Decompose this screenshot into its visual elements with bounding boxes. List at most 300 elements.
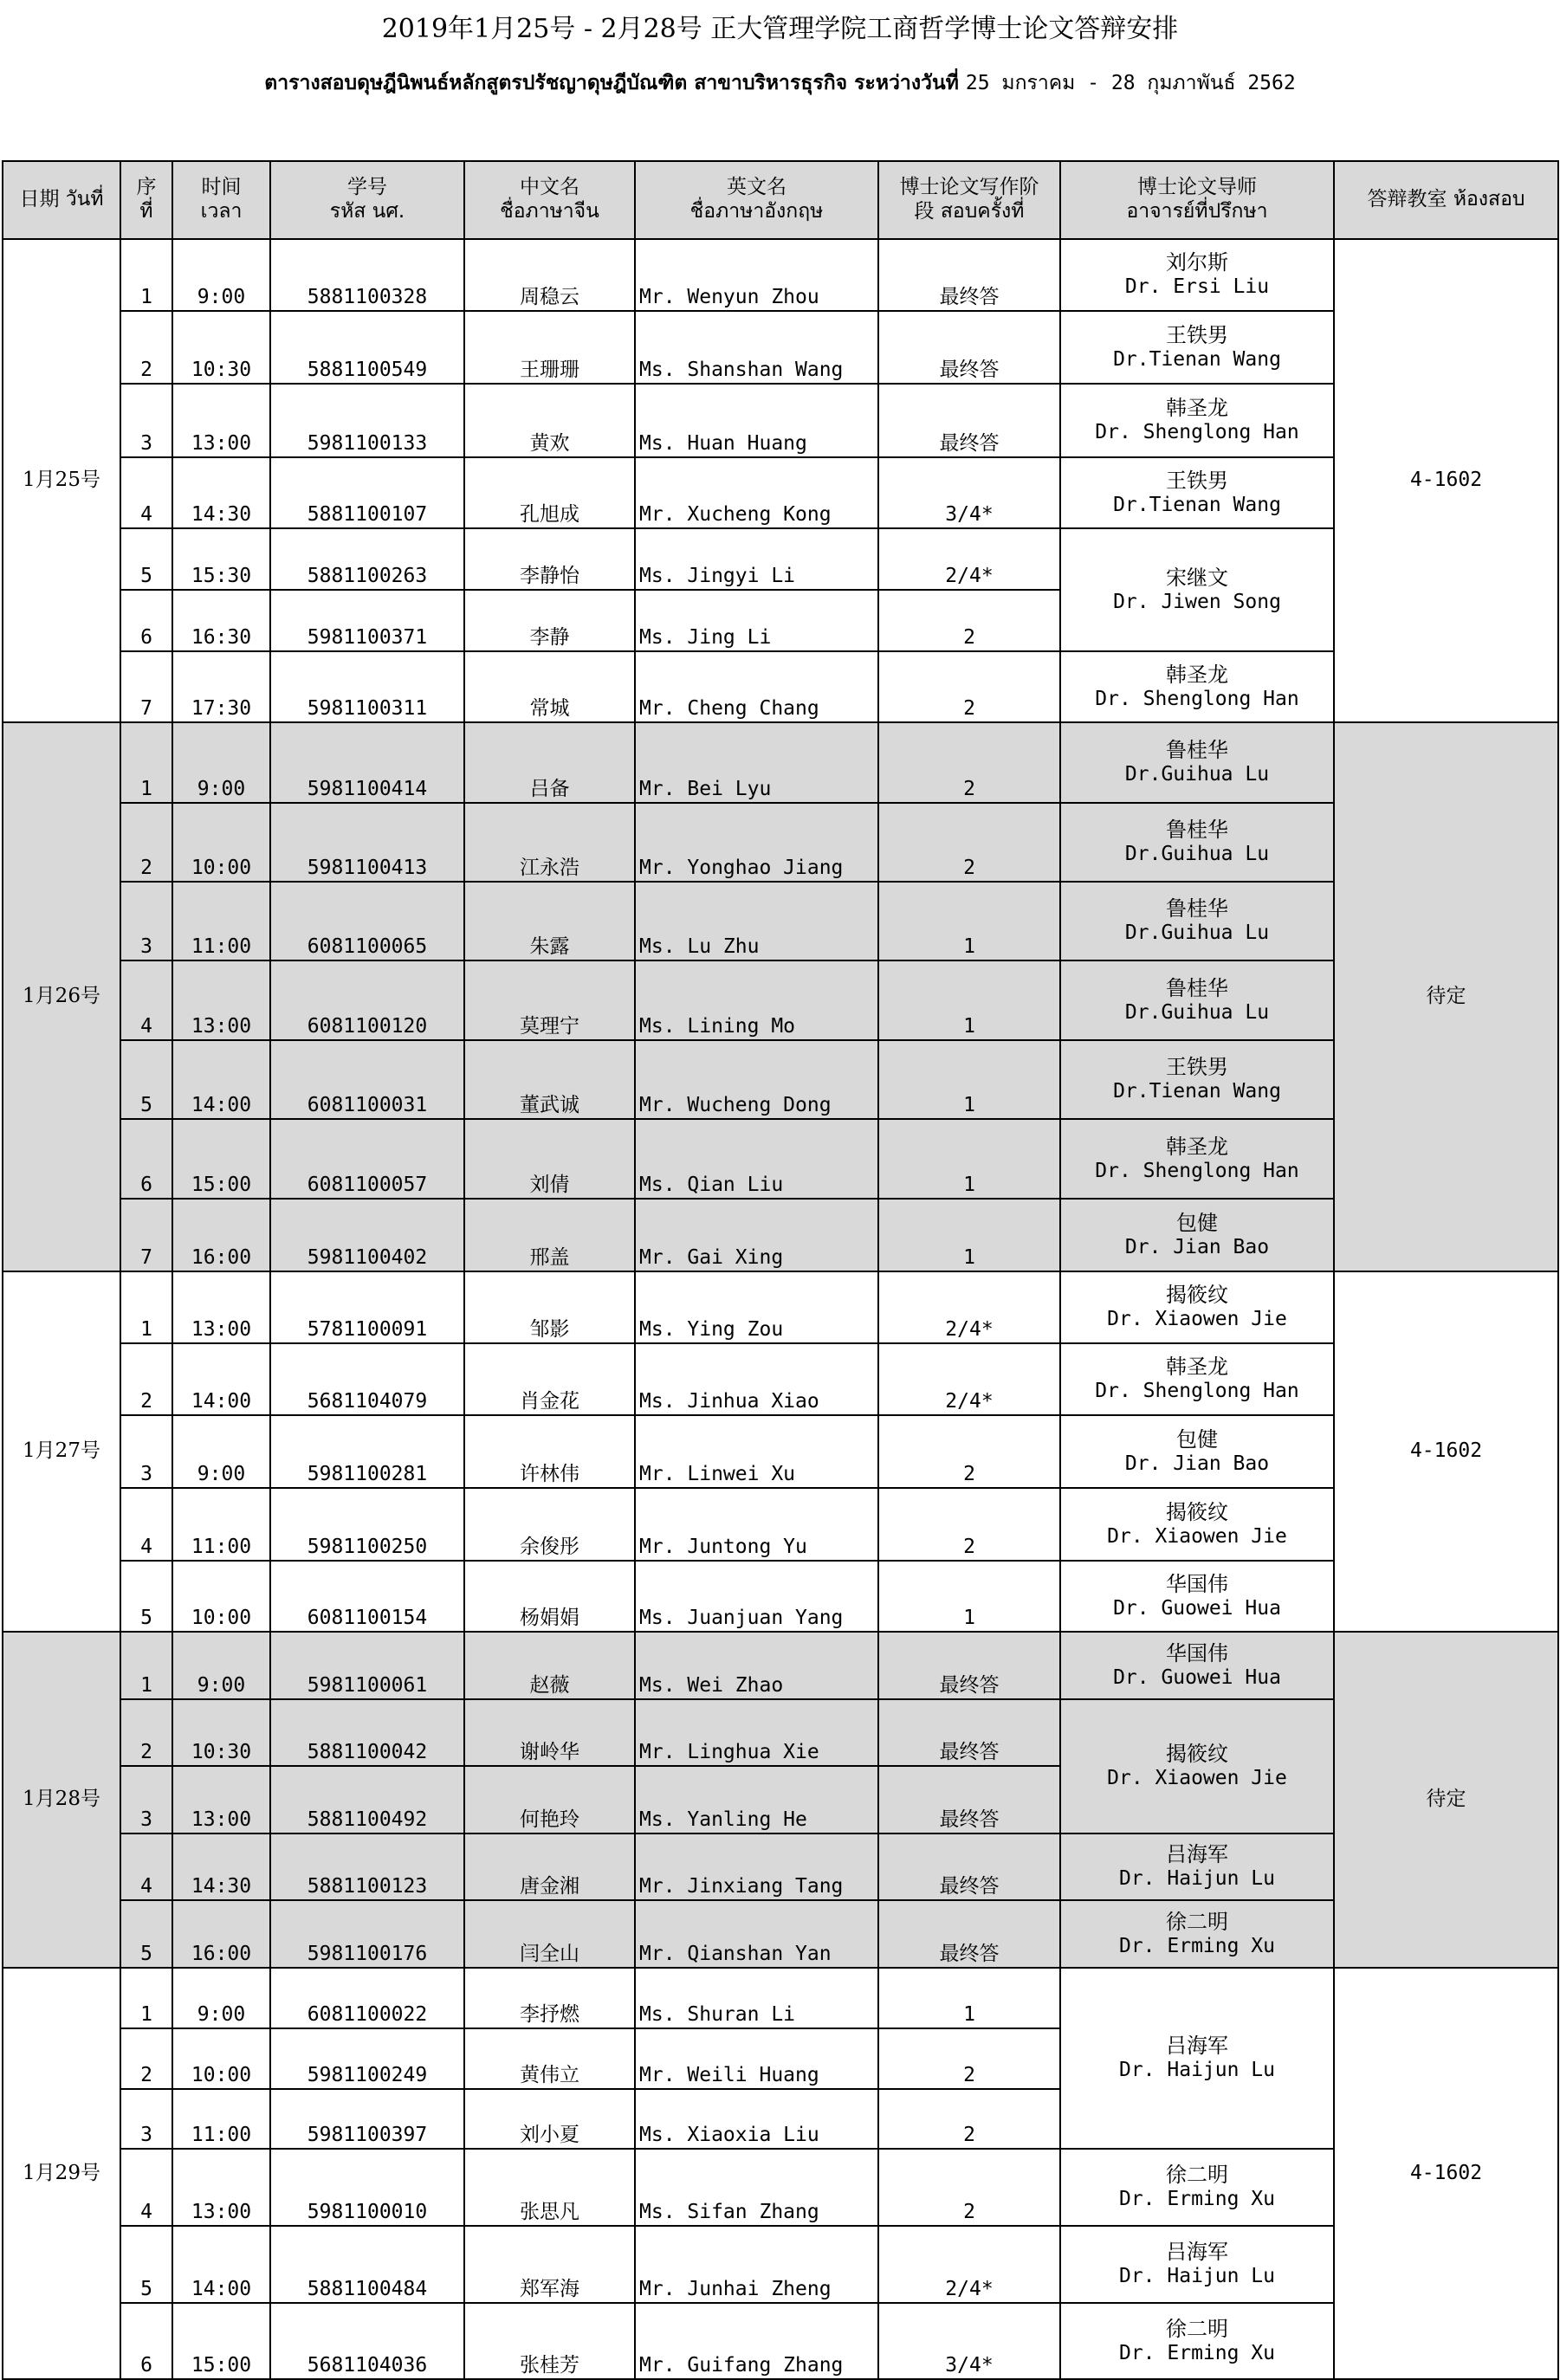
writing-stage: 1 xyxy=(878,1199,1060,1271)
advisor-en-name: Dr. Xiaowen Jie xyxy=(1107,1767,1287,1790)
defense-time: 9:00 xyxy=(172,722,270,803)
header-en-name: 英文名 ชื่อภาษาอังกฤษ xyxy=(635,161,878,239)
table-row xyxy=(3,1968,1558,2028)
student-id: 5981100176 xyxy=(270,1900,464,1968)
advisor-cell xyxy=(1060,1271,1334,1343)
writing-stage: 1 xyxy=(878,960,1060,1040)
chinese-name: 黄伟立 xyxy=(464,2028,635,2089)
defense-time: 9:00 xyxy=(172,239,270,311)
writing-stage: 2 xyxy=(878,651,1060,722)
advisor-cn-name: 吕海军 xyxy=(1166,2240,1228,2265)
english-name: Mr. Qianshan Yan xyxy=(635,1900,878,1968)
table-row xyxy=(3,1632,1558,1699)
seq-number: 1 xyxy=(120,239,172,311)
advisor-en-name: Dr. Shenglong Han xyxy=(1095,1380,1299,1403)
chinese-name: 谢岭华 xyxy=(464,1699,635,1766)
student-id: 5981100397 xyxy=(270,2089,464,2149)
header-student-id: 学号 รหัส นศ. xyxy=(270,161,464,239)
seq-number: 2 xyxy=(120,311,172,384)
writing-stage: 2 xyxy=(878,2089,1060,2149)
student-id: 5881100107 xyxy=(270,457,464,528)
student-id: 5881100484 xyxy=(270,2226,464,2303)
advisor-cell xyxy=(1060,1561,1334,1632)
writing-stage: 2/4* xyxy=(878,1271,1060,1343)
defense-time: 10:00 xyxy=(172,2028,270,2089)
table-row xyxy=(3,1561,1558,1632)
advisor-en-name: Dr. Guowei Hua xyxy=(1113,1665,1281,1689)
chinese-name: 杨娟娟 xyxy=(464,1561,635,1632)
chinese-name: 朱露 xyxy=(464,882,635,960)
seq-number: 7 xyxy=(120,1199,172,1271)
writing-stage: 1 xyxy=(878,1119,1060,1199)
english-name: Mr. Wucheng Dong xyxy=(635,1040,878,1119)
advisor-cn-name: 华国伟 xyxy=(1166,1640,1228,1665)
advisor-cell xyxy=(1060,1968,1334,2149)
writing-stage: 2 xyxy=(878,1415,1060,1488)
chinese-name: 吕备 xyxy=(464,722,635,803)
english-name: Ms. Shuran Li xyxy=(635,1968,878,2028)
writing-stage: 3/4* xyxy=(878,2303,1060,2379)
table-row xyxy=(3,2149,1558,2226)
student-id: 5881100123 xyxy=(270,1834,464,1900)
advisor-cell xyxy=(1060,1834,1334,1900)
student-id: 5681104036 xyxy=(270,2303,464,2379)
table-row xyxy=(3,1834,1558,1900)
student-id: 5881100328 xyxy=(270,239,464,311)
advisor-en-name: Dr. Xiaowen Jie xyxy=(1107,1308,1287,1331)
seq-number: 4 xyxy=(120,457,172,528)
defense-time: 16:00 xyxy=(172,1900,270,1968)
english-name: Mr. Guifang Zhang xyxy=(635,2303,878,2379)
defense-time: 14:30 xyxy=(172,1834,270,1900)
advisor-cn-name: 徐二明 xyxy=(1166,2163,1228,2188)
page-title: 2019年1月25号 - 2月28号 正大管理学院工商哲学博士论文答辩安排 xyxy=(381,14,1179,44)
advisor-cn-name: 韩圣龙 xyxy=(1166,1355,1228,1380)
seq-number: 3 xyxy=(120,384,172,457)
defense-time: 14:30 xyxy=(172,457,270,528)
advisor-en-name: Dr. Shenglong Han xyxy=(1095,1159,1299,1182)
advisor-cn-name: 徐二明 xyxy=(1166,2316,1228,2341)
table-row xyxy=(3,1488,1558,1561)
defense-date: 1月26号 xyxy=(3,722,120,1271)
defense-room: 待定 xyxy=(1334,1632,1558,1968)
advisor-cn-name: 吕海军 xyxy=(1166,2034,1228,2059)
defense-time: 13:00 xyxy=(172,1271,270,1343)
writing-stage: 2 xyxy=(878,1488,1060,1561)
english-name: Ms. Jing Li xyxy=(635,590,878,651)
writing-stage: 最终答 xyxy=(878,1900,1060,1968)
seq-number: 1 xyxy=(120,1271,172,1343)
english-name: Ms. Huan Huang xyxy=(635,384,878,457)
table-row xyxy=(3,528,1558,590)
writing-stage: 2/4* xyxy=(878,528,1060,590)
defense-time: 13:00 xyxy=(172,384,270,457)
advisor-cell xyxy=(1060,1632,1334,1699)
student-id: 6081100057 xyxy=(270,1119,464,1199)
defense-date: 1月25号 xyxy=(3,239,120,722)
defense-time: 10:00 xyxy=(172,803,270,882)
seq-number: 4 xyxy=(120,1488,172,1561)
chinese-name: 赵薇 xyxy=(464,1632,635,1699)
english-name: Mr. Jinxiang Tang xyxy=(635,1834,878,1900)
student-id: 5981100311 xyxy=(270,651,464,722)
defense-time: 11:00 xyxy=(172,882,270,960)
table-row xyxy=(3,239,1558,311)
advisor-cn-name: 揭筱纹 xyxy=(1166,1283,1228,1308)
advisor-en-name: Dr. Haijun Lu xyxy=(1118,2265,1275,2288)
english-name: Ms. Xiaoxia Liu xyxy=(635,2089,878,2149)
english-name: Mr. Linwei Xu xyxy=(635,1415,878,1488)
defense-time: 16:30 xyxy=(172,590,270,651)
chinese-name: 孔旭成 xyxy=(464,457,635,528)
defense-date: 1月29号 xyxy=(3,1968,120,2379)
table-row xyxy=(3,960,1558,1040)
student-id: 5981100133 xyxy=(270,384,464,457)
table-row xyxy=(3,311,1558,384)
english-name: Mr. Wenyun Zhou xyxy=(635,239,878,311)
table-row xyxy=(3,1699,1558,1766)
english-name: Ms. Jinhua Xiao xyxy=(635,1343,878,1415)
advisor-cn-name: 包健 xyxy=(1176,1426,1218,1452)
student-id: 5981100250 xyxy=(270,1488,464,1561)
seq-number: 6 xyxy=(120,1119,172,1199)
advisor-cell xyxy=(1060,2149,1334,2226)
seq-number: 5 xyxy=(120,1040,172,1119)
table-row xyxy=(3,457,1558,528)
advisor-cn-name: 王铁男 xyxy=(1166,322,1228,347)
defense-time: 11:00 xyxy=(172,2089,270,2149)
table-row xyxy=(3,1415,1558,1488)
advisor-cell xyxy=(1060,528,1334,651)
defense-time: 13:00 xyxy=(172,1766,270,1834)
chinese-name: 郑军海 xyxy=(464,2226,635,2303)
chinese-name: 唐金湘 xyxy=(464,1834,635,1900)
writing-stage: 1 xyxy=(878,1561,1060,1632)
defense-time: 9:00 xyxy=(172,1415,270,1488)
advisor-en-name: Dr.Guihua Lu xyxy=(1124,1000,1270,1024)
header-date: 日期 วันที่ xyxy=(3,161,120,239)
defense-time: 9:00 xyxy=(172,1632,270,1699)
writing-stage: 最终答 xyxy=(878,1766,1060,1834)
advisor-en-name: Dr.Guihua Lu xyxy=(1124,843,1270,866)
defense-time: 9:00 xyxy=(172,1968,270,2028)
defense-time: 11:00 xyxy=(172,1488,270,1561)
advisor-cell xyxy=(1060,651,1334,722)
english-name: Ms. Shanshan Wang xyxy=(635,311,878,384)
defense-time: 10:30 xyxy=(172,1699,270,1766)
advisor-en-name: Dr.Guihua Lu xyxy=(1124,922,1270,945)
seq-number: 6 xyxy=(120,2303,172,2379)
advisor-cell xyxy=(1060,457,1334,528)
defense-room: 4-1602 xyxy=(1334,1968,1558,2379)
chinese-name: 闫全山 xyxy=(464,1900,635,1968)
advisor-cell xyxy=(1060,803,1334,882)
seq-number: 2 xyxy=(120,2028,172,2089)
advisor-cn-name: 揭筱纹 xyxy=(1166,1742,1228,1767)
defense-time: 10:30 xyxy=(172,311,270,384)
defense-room: 4-1602 xyxy=(1334,1271,1558,1632)
student-id: 5881100042 xyxy=(270,1699,464,1766)
table-row xyxy=(3,1119,1558,1199)
defense-room: 4-1602 xyxy=(1334,239,1558,722)
advisor-cell xyxy=(1060,1488,1334,1561)
header-time: 时间 เวลา xyxy=(172,161,270,239)
chinese-name: 周稳云 xyxy=(464,239,635,311)
advisor-cell xyxy=(1060,1900,1334,1968)
seq-number: 5 xyxy=(120,528,172,590)
writing-stage: 最终答 xyxy=(878,311,1060,384)
english-name: Mr. Xucheng Kong xyxy=(635,457,878,528)
english-name: Ms. Lining Mo xyxy=(635,960,878,1040)
advisor-cn-name: 吕海军 xyxy=(1166,1842,1228,1867)
writing-stage: 2 xyxy=(878,590,1060,651)
header-cn-name: 中文名 ชื่อภาษาจีน xyxy=(464,161,635,239)
advisor-cn-name: 揭筱纹 xyxy=(1166,1499,1228,1524)
seq-number: 5 xyxy=(120,1900,172,1968)
advisor-en-name: Dr. Erming Xu xyxy=(1118,2188,1275,2211)
english-name: Mr. Cheng Chang xyxy=(635,651,878,722)
advisor-cell xyxy=(1060,2226,1334,2303)
advisor-en-name: Dr. Jiwen Song xyxy=(1113,590,1281,613)
english-name: Ms. Wei Zhao xyxy=(635,1632,878,1699)
table-row xyxy=(3,651,1558,722)
table-row xyxy=(3,1343,1558,1415)
advisor-cell xyxy=(1060,384,1334,457)
defense-schedule-table xyxy=(2,160,1559,2380)
table-row xyxy=(3,803,1558,882)
english-name: Ms. Sifan Zhang xyxy=(635,2149,878,2226)
chinese-name: 邢盖 xyxy=(464,1199,635,1271)
student-id: 5781100091 xyxy=(270,1271,464,1343)
student-id: 5981100281 xyxy=(270,1415,464,1488)
advisor-cn-name: 宋继文 xyxy=(1166,565,1228,590)
advisor-cell xyxy=(1060,722,1334,803)
defense-time: 14:00 xyxy=(172,1343,270,1415)
seq-number: 1 xyxy=(120,1632,172,1699)
seq-number: 7 xyxy=(120,651,172,722)
chinese-name: 江永浩 xyxy=(464,803,635,882)
defense-time: 13:00 xyxy=(172,2149,270,2226)
advisor-cn-name: 王铁男 xyxy=(1166,468,1228,493)
defense-time: 17:30 xyxy=(172,651,270,722)
defense-time: 10:00 xyxy=(172,1561,270,1632)
advisor-cn-name: 韩圣龙 xyxy=(1166,1134,1228,1159)
defense-time: 14:00 xyxy=(172,2226,270,2303)
student-id: 5981100249 xyxy=(270,2028,464,2089)
seq-number: 2 xyxy=(120,1343,172,1415)
seq-number: 1 xyxy=(120,722,172,803)
advisor-en-name: Dr. Guowei Hua xyxy=(1113,1596,1281,1620)
chinese-name: 李抒燃 xyxy=(464,1968,635,2028)
defense-date: 1月27号 xyxy=(3,1271,120,1632)
subtitle-text: ตารางสอบดุษฎีนิพนธ์หลักสูตรปรัชญาดุษฎีบัณฑิต สาขาบริหารธุรกิจ ระหว่างวันที่ xyxy=(264,72,959,94)
chinese-name: 张桂芳 xyxy=(464,2303,635,2379)
chinese-name: 邹影 xyxy=(464,1271,635,1343)
defense-time: 16:00 xyxy=(172,1199,270,1271)
student-id: 6081100022 xyxy=(270,1968,464,2028)
advisor-en-name: Dr.Tienan Wang xyxy=(1113,347,1281,371)
advisor-cn-name: 鲁桂华 xyxy=(1166,738,1228,763)
header-room: 答辩教室 ห้องสอบ xyxy=(1334,161,1558,239)
chinese-name: 黄欢 xyxy=(464,384,635,457)
table-row xyxy=(3,2226,1558,2303)
page-subtitle xyxy=(0,68,1560,99)
chinese-name: 刘倩 xyxy=(464,1119,635,1199)
table-row xyxy=(3,722,1558,803)
advisor-cn-name: 鲁桂华 xyxy=(1166,896,1228,922)
writing-stage: 1 xyxy=(878,1968,1060,2028)
chinese-name: 莫理宁 xyxy=(464,960,635,1040)
chinese-name: 董武诚 xyxy=(464,1040,635,1119)
subtitle-range: 25 มกราคม - 28 กุมภาพันธ์ 2562 xyxy=(965,72,1296,94)
header-seq: 序 ที่ xyxy=(120,161,172,239)
advisor-cn-name: 王铁男 xyxy=(1166,1055,1228,1080)
defense-date: 1月28号 xyxy=(3,1632,120,1968)
writing-stage: 最终答 xyxy=(878,1632,1060,1699)
writing-stage: 3/4* xyxy=(878,457,1060,528)
writing-stage: 1 xyxy=(878,1040,1060,1119)
english-name: Mr. Linghua Xie xyxy=(635,1699,878,1766)
advisor-cell xyxy=(1060,882,1334,960)
english-name: Ms. Jingyi Li xyxy=(635,528,878,590)
english-name: Ms. Juanjuan Yang xyxy=(635,1561,878,1632)
chinese-name: 张思凡 xyxy=(464,2149,635,2226)
defense-room: 待定 xyxy=(1334,722,1558,1271)
english-name: Mr. Bei Lyu xyxy=(635,722,878,803)
advisor-cell xyxy=(1060,1415,1334,1488)
writing-stage: 最终答 xyxy=(878,384,1060,457)
writing-stage: 1 xyxy=(878,882,1060,960)
advisor-cell xyxy=(1060,1343,1334,1415)
advisor-en-name: Dr. Shenglong Han xyxy=(1095,687,1299,710)
seq-number: 3 xyxy=(120,882,172,960)
advisor-en-name: Dr. Jian Bao xyxy=(1124,1452,1270,1475)
english-name: Mr. Yonghao Jiang xyxy=(635,803,878,882)
chinese-name: 李静怡 xyxy=(464,528,635,590)
seq-number: 2 xyxy=(120,1699,172,1766)
student-id: 5881100549 xyxy=(270,311,464,384)
advisor-cn-name: 包健 xyxy=(1176,1210,1218,1235)
english-name: Mr. Juntong Yu xyxy=(635,1488,878,1561)
advisor-cell xyxy=(1060,1119,1334,1199)
chinese-name: 常城 xyxy=(464,651,635,722)
chinese-name: 许林伟 xyxy=(464,1415,635,1488)
writing-stage: 2/4* xyxy=(878,1343,1060,1415)
advisor-cell xyxy=(1060,239,1334,311)
english-name: Mr. Gai Xing xyxy=(635,1199,878,1271)
advisor-en-name: Dr. Erming Xu xyxy=(1118,2341,1275,2364)
english-name: Ms. Ying Zou xyxy=(635,1271,878,1343)
writing-stage: 2 xyxy=(878,2028,1060,2089)
chinese-name: 王珊珊 xyxy=(464,311,635,384)
chinese-name: 李静 xyxy=(464,590,635,651)
english-name: Mr. Junhai Zheng xyxy=(635,2226,878,2303)
seq-number: 6 xyxy=(120,590,172,651)
student-id: 5981100010 xyxy=(270,2149,464,2226)
advisor-en-name: Dr. Jian Bao xyxy=(1124,1235,1270,1258)
student-id: 5981100413 xyxy=(270,803,464,882)
defense-time: 14:00 xyxy=(172,1040,270,1119)
defense-time: 13:00 xyxy=(172,960,270,1040)
student-id: 5981100402 xyxy=(270,1199,464,1271)
english-name: Ms. Yanling He xyxy=(635,1766,878,1834)
seq-number: 4 xyxy=(120,2149,172,2226)
student-id: 6081100154 xyxy=(270,1561,464,1632)
student-id: 6081100120 xyxy=(270,960,464,1040)
advisor-en-name: Dr. Erming Xu xyxy=(1118,1934,1275,1957)
writing-stage: 最终答 xyxy=(878,1834,1060,1900)
header-advisor: 博士论文导师 อาจารย์ที่ปรึกษา xyxy=(1060,161,1334,239)
student-id: 5981100414 xyxy=(270,722,464,803)
advisor-en-name: Dr. Haijun Lu xyxy=(1118,2059,1275,2082)
advisor-en-name: Dr. Ersi Liu xyxy=(1124,275,1270,299)
writing-stage: 2/4* xyxy=(878,2226,1060,2303)
table-row xyxy=(3,1900,1558,1968)
writing-stage: 最终答 xyxy=(878,1699,1060,1766)
advisor-cn-name: 韩圣龙 xyxy=(1166,662,1228,687)
advisor-cell xyxy=(1060,1199,1334,1271)
advisor-cell xyxy=(1060,1040,1334,1119)
chinese-name: 肖金花 xyxy=(464,1343,635,1415)
advisor-cell xyxy=(1060,311,1334,384)
advisor-cell xyxy=(1060,960,1334,1040)
advisor-cn-name: 鲁桂华 xyxy=(1166,818,1228,843)
advisor-cn-name: 徐二明 xyxy=(1166,1909,1228,1934)
advisor-en-name: Dr.Tienan Wang xyxy=(1113,1080,1281,1103)
advisor-en-name: Dr.Tienan Wang xyxy=(1113,493,1281,516)
table-header-row xyxy=(3,161,1558,239)
seq-number: 5 xyxy=(120,2226,172,2303)
student-id: 5981100061 xyxy=(270,1632,464,1699)
table-row xyxy=(3,2303,1558,2379)
writing-stage: 最终答 xyxy=(878,239,1060,311)
chinese-name: 何艳玲 xyxy=(464,1766,635,1834)
english-name: Ms. Lu Zhu xyxy=(635,882,878,960)
seq-number: 1 xyxy=(120,1968,172,2028)
chinese-name: 刘小夏 xyxy=(464,2089,635,2149)
writing-stage: 2 xyxy=(878,722,1060,803)
seq-number: 4 xyxy=(120,1834,172,1900)
advisor-en-name: Dr.Guihua Lu xyxy=(1124,763,1270,786)
advisor-cn-name: 鲁桂华 xyxy=(1166,975,1228,1000)
student-id: 5681104079 xyxy=(270,1343,464,1415)
student-id: 6081100031 xyxy=(270,1040,464,1119)
seq-number: 4 xyxy=(120,960,172,1040)
student-id: 5881100263 xyxy=(270,528,464,590)
seq-number: 3 xyxy=(120,1415,172,1488)
seq-number: 3 xyxy=(120,1766,172,1834)
student-id: 5881100492 xyxy=(270,1766,464,1834)
advisor-cn-name: 刘尔斯 xyxy=(1166,250,1228,275)
table-row xyxy=(3,384,1558,457)
defense-time: 15:00 xyxy=(172,1119,270,1199)
advisor-cell xyxy=(1060,1699,1334,1834)
student-id: 5981100371 xyxy=(270,590,464,651)
table-row xyxy=(3,1040,1558,1119)
seq-number: 3 xyxy=(120,2089,172,2149)
defense-time: 15:30 xyxy=(172,528,270,590)
advisor-cn-name: 华国伟 xyxy=(1166,1571,1228,1596)
english-name: Mr. Weili Huang xyxy=(635,2028,878,2089)
student-id: 6081100065 xyxy=(270,882,464,960)
table-row xyxy=(3,882,1558,960)
chinese-name: 余俊彤 xyxy=(464,1488,635,1561)
schedule-body xyxy=(3,239,1558,2379)
seq-number: 2 xyxy=(120,803,172,882)
seq-number: 5 xyxy=(120,1561,172,1632)
table-row xyxy=(3,1199,1558,1271)
writing-stage: 2 xyxy=(878,803,1060,882)
